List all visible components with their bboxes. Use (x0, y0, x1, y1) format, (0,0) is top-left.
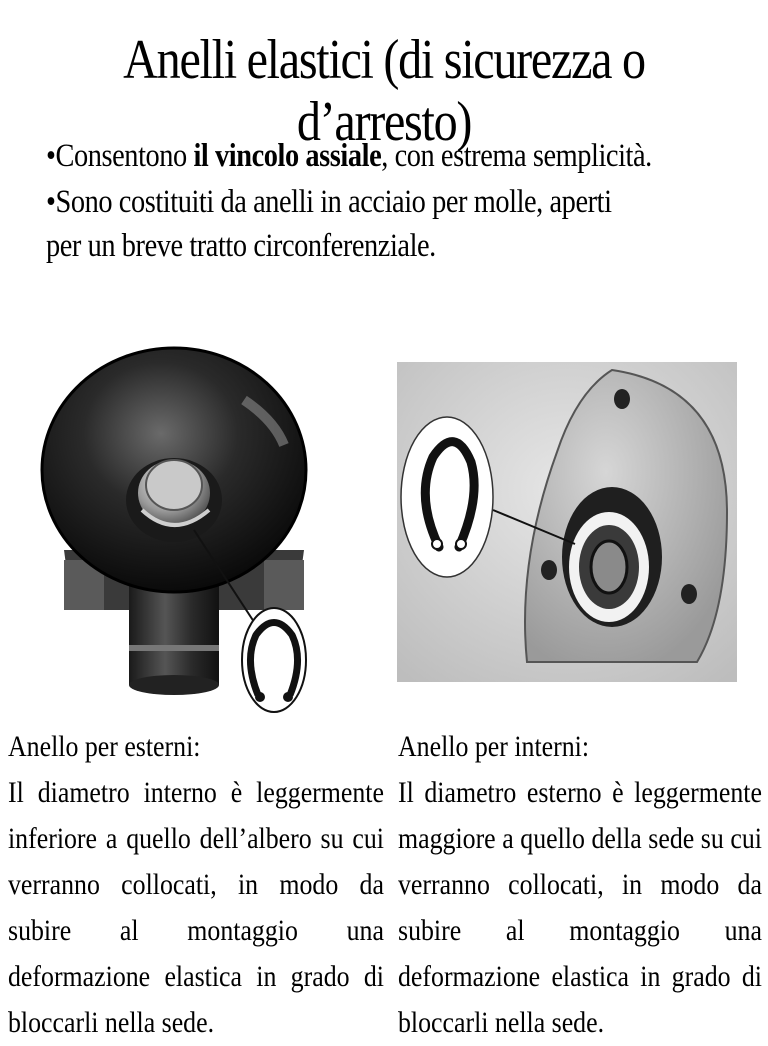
external-ring-caption (8, 724, 384, 1046)
internal-ring-photo (397, 362, 737, 682)
bullet-1-suffix: , con estrema semplicità. (381, 138, 652, 174)
internal-ring-caption (398, 724, 762, 1046)
internal-ring-caption-body: Il diametro esterno è leggermente maggiore a quello della sede su cui verranno collocati, in modo da subire al montaggio una deformazione elastica in grado di bloccarli nella sede. (398, 776, 762, 1039)
bullet-item-1 (46, 134, 665, 178)
external-ring-caption-body: Il diametro interno è leggermente inferiore a quello dell’albero su cui verranno collocati, in modo da subire al montaggio una deformazione elastica in grado di bloccarli nella sede. (8, 776, 384, 1039)
bullet-item-2 (46, 180, 639, 268)
bullet-1-prefix: •Consentono (46, 138, 194, 174)
external-ring-photo (34, 335, 364, 720)
bullet-1-bold: il vincolo assiale (193, 138, 382, 174)
slide-title: Anelli elastici (di sicurezza o d’arresto) (123, 29, 645, 153)
bullet-list (46, 134, 665, 268)
external-ring-caption-head: Anello per esterni: (8, 730, 201, 763)
internal-ring-illustration (397, 362, 737, 682)
internal-ring-caption-head: Anello per interni: (398, 730, 590, 763)
external-ring-illustration (34, 335, 364, 720)
bullet-2-text: •Sono costituiti da anelli in acciaio per molle, aperti per un breve tratto circonferenziale. (46, 184, 612, 264)
